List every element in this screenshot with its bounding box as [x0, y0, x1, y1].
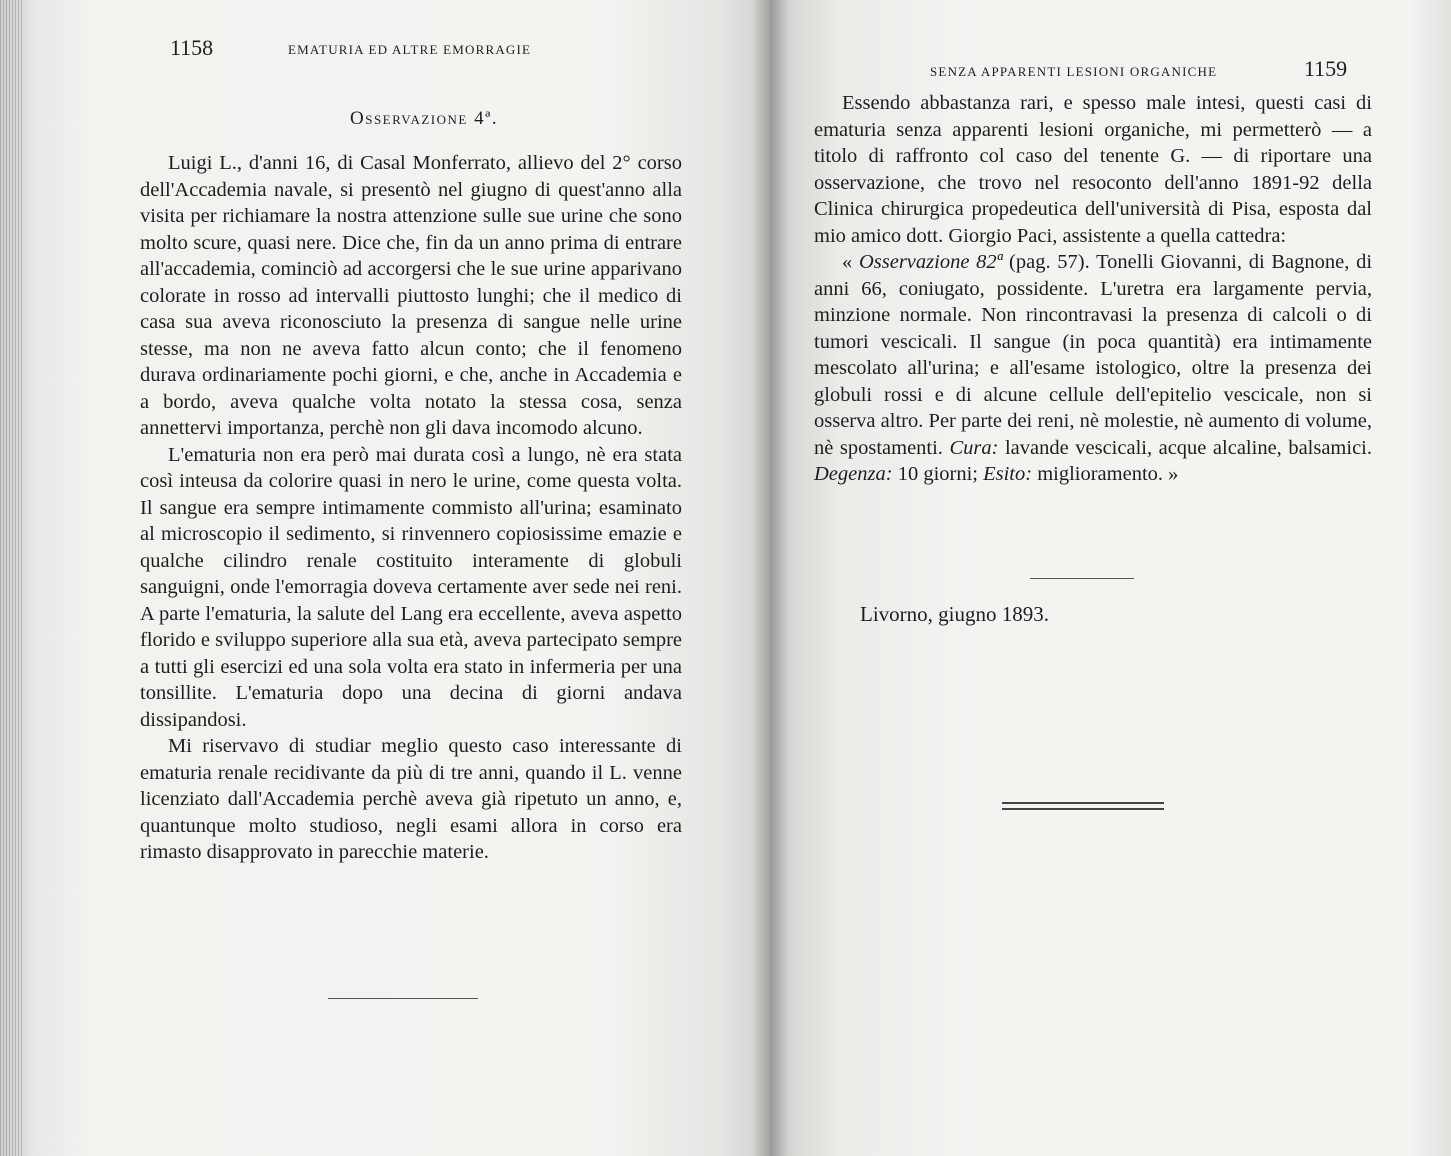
- book-gutter: [752, 0, 788, 1156]
- section-end-rule: [328, 998, 478, 999]
- running-head-left: EMATURIA ED ALTRE EMORRAGIE: [288, 42, 532, 57]
- quote-ref-page: (pag. 57).: [1009, 251, 1090, 273]
- open-quote: «: [842, 251, 853, 273]
- quote-ref-title: Osservazione: [858, 251, 970, 273]
- esito-text: miglioramento.: [1037, 463, 1164, 485]
- short-rule: [1030, 578, 1134, 579]
- left-body-text: [140, 150, 682, 866]
- double-rule: [1002, 802, 1164, 810]
- page-number-left: 1158: [170, 35, 214, 60]
- quote-ref-number: 82ª: [976, 251, 1003, 273]
- degenza-label: Degenza:: [814, 463, 893, 485]
- quote-body: Tonelli Giovanni, di Bagnone, di anni 66, coniugato, possidente. L'uretra era largamente pervia, minzione normale. Non rincontravasi la presenza di calcoli o di tumori vescicali. Il sangue (in poca quantità) era intimamente mescolato all'urina; e all'esame istologico, oltre la presenza dei globuli rossi e di alcune cellule dell'epitelio vescicale, non si osserva altro. Per parte dei reni, nè molestie, nè aumento di volume, nè spostamenti.: [814, 251, 1373, 459]
- paragraph-2: L'ematuria non era però mai durata così a lungo, nè era stata così inteusa da colorire quasi in nero le urine, come questa volta. Il sangue era sempre intimamente commisto all'urina; esaminato al microscopio il sedimento, si rinvennero copiosissime emazie e qualche cilindro renale costituito interamente di globuli sanguigni, onde l'emorragia doveva certamente aver sede nei reni. A parte l'ematuria, la salute del Lang era eccellente, aveva aspetto florido e sviluppo superiore alla sua età, aveva partecipato sempre a tutti gli esercizi ed una sola volta era stato in infermeria per una tonsillite. L'ematuria dopo una decina di giorni andava dissipandosi.: [140, 443, 682, 731]
- page-edge-shadow: [0, 0, 22, 1156]
- right-page: [770, 0, 1451, 1156]
- cura-text: lavande vescicali, acque alcaline, balsamici.: [1004, 436, 1372, 459]
- observation-title: Osservazione 4ª.: [350, 108, 499, 129]
- degenza-text: 10 giorni;: [897, 463, 978, 485]
- right-body-text: [814, 90, 1372, 488]
- page-number-right: 1159: [1304, 56, 1348, 81]
- paragraph-1: Luigi L., d'anni 16, di Casal Monferrato, allievo del 2° corso dell'Accademia navale, si presentò nel giugno di quest'anno alla visita per richiamare la nostra attenzione sulle sue urine che sono molto scure, quasi nere. Dice che, fin da un anno prima di entrare all'accademia, cominciò ad accorgersi che le sue urine apparivano colorate in rosso ad intervalli piuttosto lunghi; che il medico di casa sua aveva riconosciuto la presenza di sangue nelle urine stesse, ma non ne aveva fatto alcun conto; che il fenomeno durava ordinariamente pochi giorni, e che, anche in Accademia e a bordo, aveva qualche volta notato la stessa cosa, senza annettervi importanza, perchè non gli dava incomodo alcuno.: [140, 152, 682, 439]
- running-head-right: SENZA APPARENTI LESIONI ORGANICHE: [930, 64, 1218, 79]
- esito-label: Esito:: [983, 463, 1033, 485]
- quoted-observation: [814, 249, 1372, 488]
- place-date: Livorno, giugno 1893.: [860, 602, 1049, 626]
- cura-label: Cura:: [949, 436, 999, 459]
- intro-paragraph: Essendo abbastanza rari, e spesso male intesi, questi casi di ematuria senza apparenti lesioni organiche, mi permetterò — a titolo di raffronto col caso del tenente G. — di riportare una osservazione, che trovo nel resoconto dell'anno 1891-92 della Clinica chirurgica propedeutica dell'università di Pisa, esposta dal mio amico dott. Giorgio Paci, assistente a quella cattedra:: [814, 92, 1372, 247]
- paragraph-3: Mi riservavo di studiar meglio questo caso interessante di ematuria renale recidivante da più di tre anni, quando il L. venne licenziato dall'Accademia perchè aveva già ripetuto un anno, e, quantunque molto studioso, negli esami allora in corso era rimasto disapprovato in parecchie materie.: [140, 735, 682, 863]
- close-quote: »: [1168, 463, 1179, 485]
